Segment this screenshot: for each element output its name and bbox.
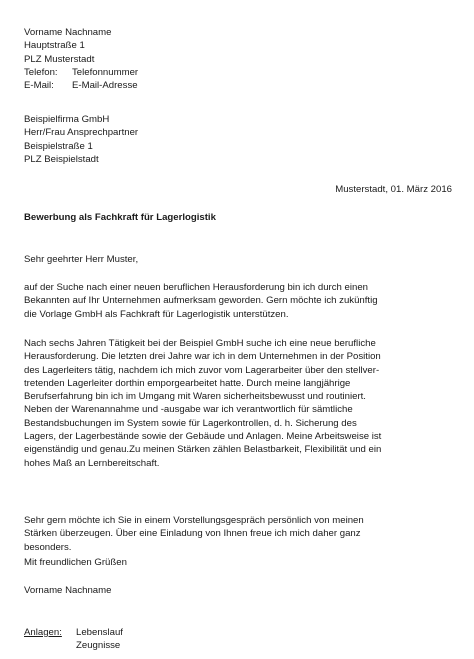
sender-address: [24, 26, 452, 92]
sender-phone: [24, 66, 452, 79]
recipient-company: Beispielfirma GmbH: [24, 114, 110, 125]
paragraph-2: Nach sechs Jahren Tätigkeit bei der Beispiel GmbH suche ich eine neue berufliche Herausforderung. Die letzten drei Jahre war ich in dem Unternehmen in der Position des Lagerleiters tätig, nachdem ich mich zuvor vom Lagerarbeiter über den stellver- tretenden Lagerleiter dorthin emporgearbeitet hatte. Durch meine langjährige Berufserfahrung bin ich im Umgang mit Waren sicherheitsbewusst und routiniert. Neben der Warenannahme und -ausgabe war ich verantwortlich für sämtliche Bestandsbuchungen im System sowie für Lagerkontrollen, d. h. Sicherung des Lagers, der Lagerbestände sowie der Gebäude und Anlagen. Meine Arbeitsweise ist eigenständig und genau.Zu meinen Stärken zählen Belastbarkeit, Flexibilität und ein hohes Maß an Lernbereitschaft.: [24, 338, 382, 469]
attachment-item: Zeugnisse: [76, 640, 121, 652]
closing: Mit freundlichen Grüßen: [24, 557, 127, 568]
recipient-contact: Herr/Frau Ansprechpartner: [24, 127, 139, 139]
attachments-label: Anlagen:: [24, 627, 62, 638]
sender-street: Hauptstraße 1: [24, 40, 85, 52]
paragraph-1: auf der Suche nach einer neuen beruflichen Herausforderung bin ich durch einen Bekannten auf Ihr Unternehmen aufmerksam geworden. Gern möchte ich zukünftig die Vorlage GmbH als Fachkraft für Lagerlogistik unterstützen.: [24, 282, 378, 320]
recipient-address: [24, 113, 452, 166]
attachments: [24, 626, 452, 653]
salutation: Sehr geehrter Herr Muster,: [24, 254, 139, 265]
letter-subject: Bewerbung als Fachkraft für Lagerlogistik: [24, 212, 216, 223]
phone-label: Telefon:: [24, 66, 58, 78]
phone-value: Telefonnummer: [72, 66, 139, 78]
recipient-city: PLZ Beispielstadt: [24, 153, 99, 165]
sender-city: PLZ Musterstadt: [24, 53, 95, 65]
sender-name: Vorname Nachname: [24, 27, 112, 38]
attachment-item: Lebenslauf: [76, 627, 123, 638]
paragraph-3: Sehr gern möchte ich Sie in einem Vorstellungsgespräch persönlich von meinen Stärken überzeugen. Über eine Einladung von Ihnen freue ich mich daher ganz besonders.: [24, 515, 364, 553]
email-value: E-Mail-Adresse: [72, 80, 138, 92]
signature-name: Vorname Nachname: [24, 585, 112, 596]
letter-date: Musterstadt, 01. März 2016: [335, 184, 452, 195]
sender-email: [24, 79, 452, 92]
email-label: E-Mail:: [24, 80, 54, 92]
recipient-street: Beispielstraße 1: [24, 140, 93, 152]
